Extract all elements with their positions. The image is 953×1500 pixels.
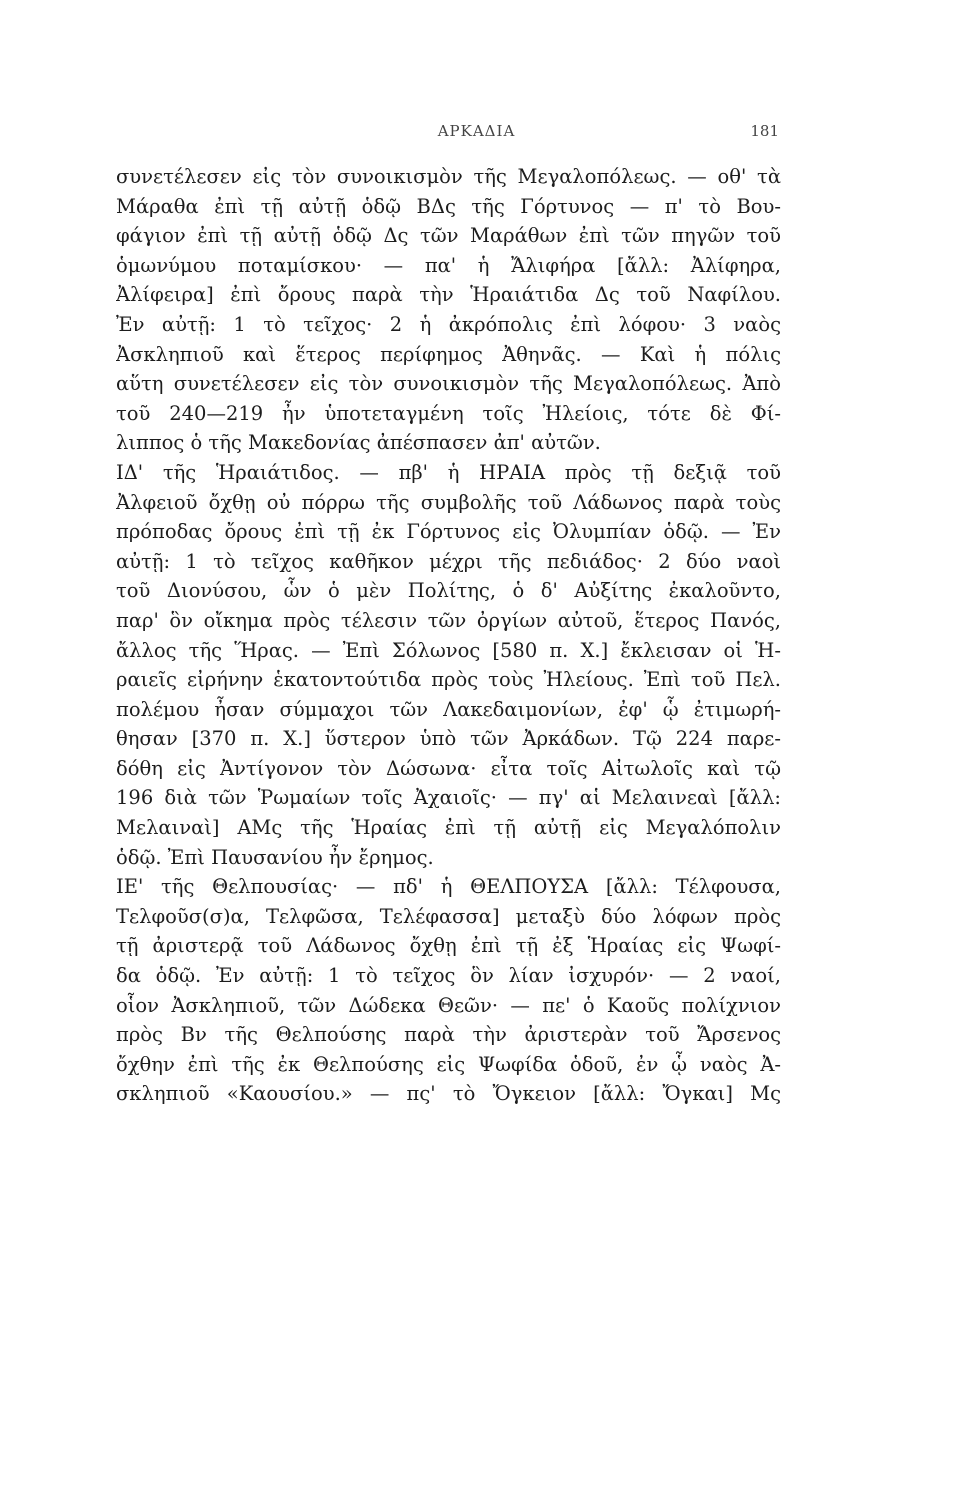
text-line: τῇ ἀριστερᾷ τοῦ Λάδωνος ὄχθῃ ἐπὶ τῇ ἐξ Ἡραίας εἰς Ψωφί- xyxy=(116,934,781,958)
text-line: τοῦ 240—219 ἦν ὑποτεταγμένη τοῖς Ἠλείοις, τότε δὲ Φί- xyxy=(116,401,781,425)
text-line: Μελαιναὶ] ΑΜς τῆς Ἡραίας ἐπὶ τῇ αὐτῇ εἰς Μεγαλόπολιν xyxy=(116,816,781,840)
text-line: τοῦ Διονύσου, ὧν ὁ μὲν Πολίτης, ὁ δ' Αὐξίτης ἐκαλοῦντο, xyxy=(116,579,781,603)
text-line: πρὸς Βν τῆς Θελπούσης παρὰ τὴν ἀριστερὰν τοῦ Ἄρσενος xyxy=(116,1023,781,1047)
text-line: Ἀλίφειρα] ἐπὶ ὄρους παρὰ τὴν Ἡραιάτιδα Δς τοῦ Ναφίλου. xyxy=(116,283,781,307)
text-line: θησαν [370 π. Χ.] ὕστερον ὑπὸ τῶν Ἀρκάδων. Τῷ 224 παρε- xyxy=(116,727,781,751)
text-line: Ἐν αὐτῇ: 1 τὸ τεῖχος· 2 ἡ ἀκρόπολις ἐπὶ λόφου· 3 ναὸς xyxy=(116,312,781,336)
text-line: Τελφοῦσ(σ)α, Τελφῶσα, Τελέφασσα] μεταξὺ δύο λόφων πρὸς xyxy=(116,904,781,928)
text-line: σκληπιοῦ «Καουσίου.» — πς' τὸ Ὄγκειον [ἄλλ: Ὄγκαι] Μς xyxy=(116,1082,781,1106)
text-line: ΙΔ' τῆς Ἡραιάτιδος. — πβ' ἡ ΗΡΑΙΑ πρὸς τῇ δεξιᾷ τοῦ xyxy=(116,460,781,484)
page-number: 181 xyxy=(750,122,779,140)
text-line: ὁδῷ. Ἐπὶ Παυσανίου ἦν ἔρημος. xyxy=(116,845,434,869)
text-line: δα ὁδῷ. Ἐν αὐτῇ: 1 τὸ τεῖχος ὃν λίαν ἰσχυρόν· — 2 ναοί, xyxy=(116,964,781,988)
running-head xyxy=(0,122,953,144)
text-line: Μάραθα ἐπὶ τῇ αὐτῇ ὁδῷ ΒΔς τῆς Γόρτυνος — π' τὸ Βου- xyxy=(116,194,781,218)
text-line: ραιεῖς εἰρήνην ἑκατοντούτιδα πρὸς τοὺς Ἠλείους. Ἐπὶ τοῦ Πελ. xyxy=(116,668,781,692)
text-line: ἄλλος τῆς Ἥρας. — Ἐπὶ Σόλωνος [580 π. Χ.] ἔκλεισαν οἱ Ἡ- xyxy=(116,638,781,662)
body-text xyxy=(116,162,781,1109)
text-line: ὁμωνύμου ποταμίσκου· — πα' ἡ Ἄλιφήρα [ἄλλ: Ἀλίφηρα, xyxy=(116,253,781,277)
text-line: αὐτῇ: 1 τὸ τεῖχος καθῆκον μέχρι τῆς πεδιάδος· 2 δύο ναοὶ xyxy=(116,549,781,573)
text-line: πολέμου ἦσαν σύμμαχοι τῶν Λακεδαιμονίων, ἐφ' ᾧ ἐτιμωρή- xyxy=(116,697,781,721)
text-line: ὄχθην ἐπὶ τῆς ἐκ Θελπούσης εἰς Ψωφίδα ὁδοῦ, ἐν ᾧ ναὸς Ἀ- xyxy=(116,1052,781,1076)
text-line: συνετέλεσεν εἰς τὸν συνοικισμὸν τῆς Μεγαλοπόλεως. — οθ' τὰ xyxy=(116,165,781,188)
text-line: Ἀλφειοῦ ὄχθῃ οὐ πόρρω τῆς συμβολῆς τοῦ Λάδωνος παρὰ τοὺς xyxy=(116,490,781,514)
text-line: παρ' ὃν οἴκημα πρὸς τέλεσιν τῶν ὀργίων αὐτοῦ, ἕτερος Πανός, xyxy=(116,608,781,632)
text-line: ΙΕ' τῆς Θελπουσίας· — πδ' ἡ ΘΕΛΠΟΥΣΑ [ἄλλ: Τέλφουσα, xyxy=(116,875,781,899)
text-line: δόθη εἰς Ἀντίγονον τὸν Δώσωνα· εἶτα τοῖς Αἰτωλοῖς καὶ τῷ xyxy=(116,756,781,780)
text-line: Ἀσκληπιοῦ καὶ ἕτερος περίφημος Ἀθηνᾶς. — Καὶ ἡ πόλις xyxy=(116,342,781,366)
chapter-title: ΑΡΚΑΔΙΑ xyxy=(437,122,516,140)
text-line: πρόποδας ὄρους ἐπὶ τῇ ἐκ Γόρτυνος εἰς Ὀλυμπίαν ὁδῷ. — Ἐν xyxy=(116,520,781,544)
text-line: φάγιον ἐπὶ τῇ αὐτῇ ὁδῷ Δς τῶν Μαράθων ἐπὶ τῶν πηγῶν τοῦ xyxy=(116,224,781,248)
text-line: λιππος ὁ τῆς Μακεδονίας ἀπέσπασεν ἀπ' αὐτῶν. xyxy=(116,431,601,455)
text-line: 196 διὰ τῶν Ῥωμαίων τοῖς Ἀχαιοῖς· — πγ' αἱ Μελαινεαὶ [ἄλλ: xyxy=(116,786,781,810)
text-line: αὕτη συνετέλεσεν εἰς τὸν συνοικισμὸν τῆς Μεγαλοπόλεως. Ἀπὸ xyxy=(116,372,781,396)
text-line: οἷον Ἀσκληπιοῦ, τῶν Δώδεκα Θεῶν· — πε' ὁ Καοῦς πολίχνιον xyxy=(116,993,781,1017)
